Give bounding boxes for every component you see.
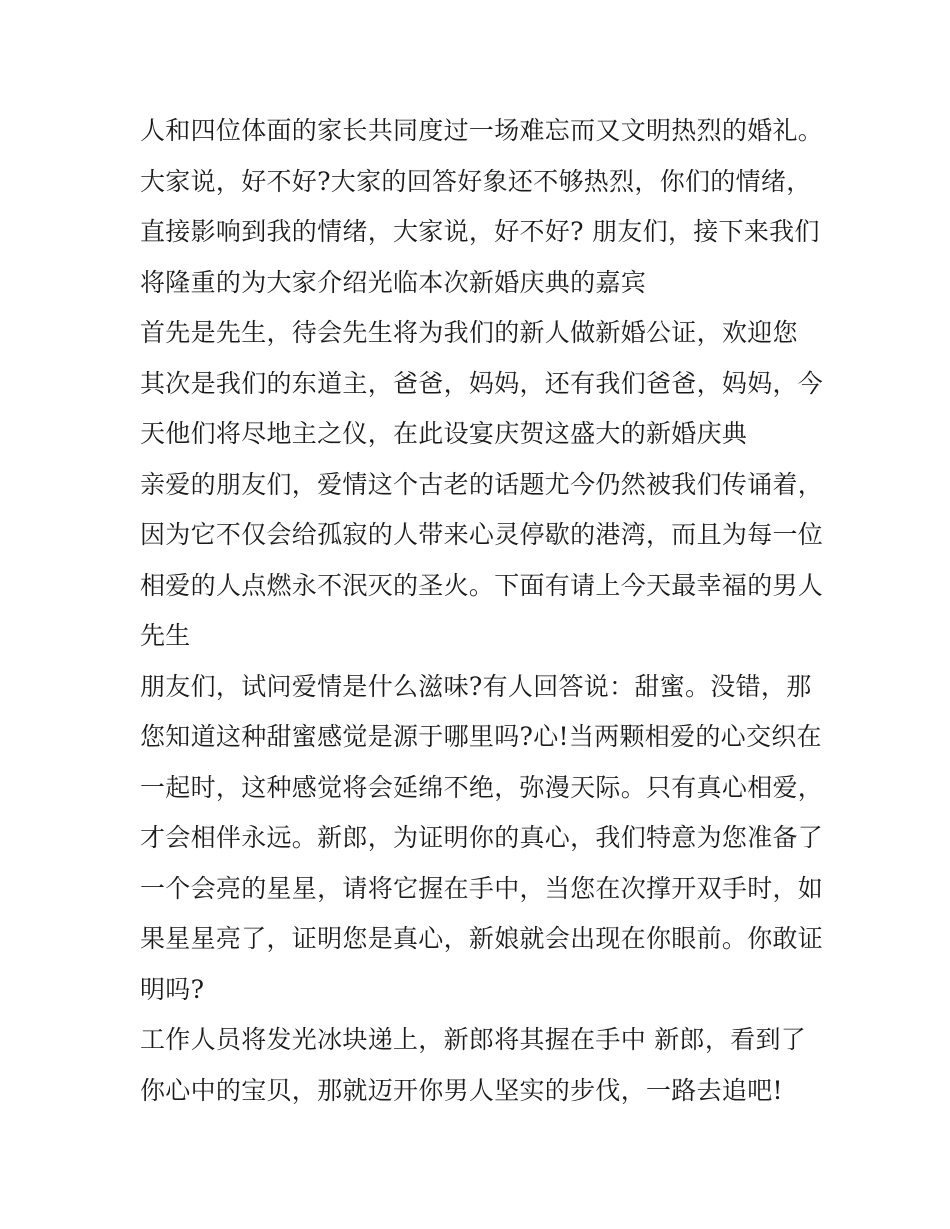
text-line: 一起时，这种感觉将会延绵不绝，弥漫天际。只有真心相爱， [140,772,824,802]
text-line: 朋友们，试问爱情是什么滋味?有人回答说：甜蜜。没错，那 [140,671,812,701]
text-line: 一个会亮的星星，请将它握在手中，当您在次撑开双手时，如 [140,873,824,903]
text-line: 您知道这种甜蜜感觉是源于哪里吗?心!当两颗相爱的心交织在 [140,722,822,751]
text-line: 亲爱的朋友们，爱情这个古老的话题尤今仍然被我们传诵着， [140,469,824,499]
text-line: 果星星亮了，证明您是真心，新娘就会出现在你眼前。你敢证 [140,924,824,953]
text-line: 将隆重的为大家介绍光临本次新婚庆典的嘉宾 [140,267,647,297]
text-line: 其次是我们的东道主，爸爸，妈妈，还有我们爸爸，妈妈，今 [140,368,824,398]
text-line: 明吗? [140,974,205,1004]
text-line: 人和四位体面的家长共同度过一场难忘而又文明热烈的婚礼。 [140,116,824,145]
text-line: 你心中的宝贝，那就迈开你男人坚实的步伐，一路去追吧! [140,1075,783,1105]
document-body [140,106,830,1116]
text-line: 才会相伴永远。新郎，为证明你的真心，我们特意为您准备了 [140,823,824,852]
text-line: 因为它不仅会给孤寂的人带来心灵停歇的港湾，而且为每一位 [140,520,824,549]
text-line: 先生 [140,621,191,650]
text-line: 首先是先生，待会先生将为我们的新人做新婚公证，欢迎您 [140,318,798,347]
text-line: 天他们将尽地主之仪，在此设宴庆贺这盛大的新婚庆典 [140,419,748,448]
text-line: 直接影响到我的情绪，大家说，好不好? 朋友们，接下来我们 [140,217,820,246]
text-line: 相爱的人点燃永不泯灭的圣火。下面有请上今天最幸福的男人 [140,570,824,600]
text-line: 大家说，好不好?大家的回答好象还不够热烈，你们的情绪， [140,166,812,196]
text-line: 工作人员将发光冰块递上，新郎将其握在手中 新郎，看到了 [140,1025,807,1054]
